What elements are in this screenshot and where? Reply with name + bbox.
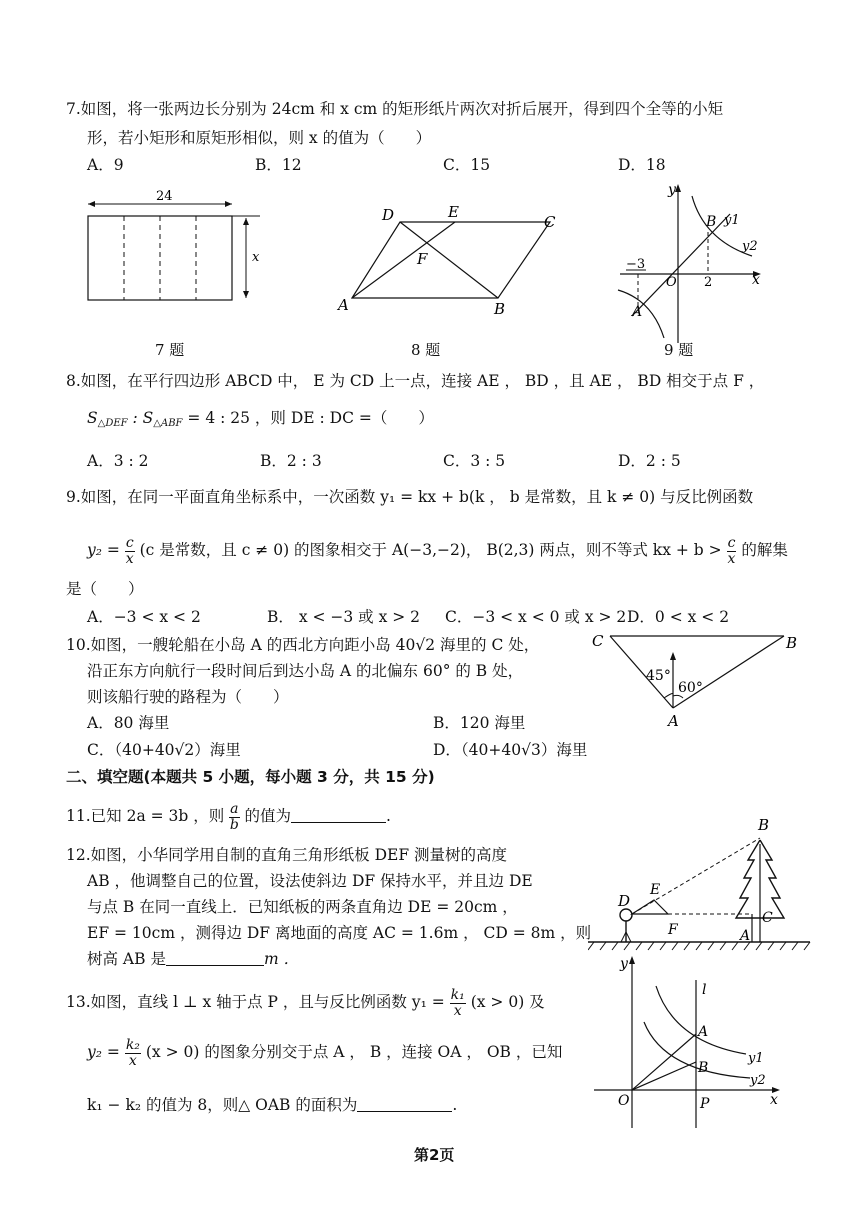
q12-line5 <box>87 950 299 969</box>
q12-line4: EF = 10cm ，测得边 DF 离地面的高度 AC = 1.6m ， CD = 8m ，则 <box>87 924 592 942</box>
fig7-caption: 7 题 <box>155 341 185 359</box>
q13-line3-post: . <box>452 1096 458 1114</box>
fig13-label-l: l <box>702 982 707 998</box>
fig13-label-x: x <box>770 1092 778 1108</box>
q7-option-a: A．9 <box>87 156 124 174</box>
q9-frac2-num: c <box>727 535 736 551</box>
q13-line3 <box>87 1096 457 1115</box>
q9-fraction-c-over-x-2 <box>727 536 737 566</box>
q8-sub-def: △DEF <box>97 418 128 429</box>
fig7-height-label: x <box>252 250 260 265</box>
fig8-label-a: A <box>338 296 349 314</box>
q9-line2-mid: (c 是常数，且 c ≠ 0) 的图象相交于 A(−3,−2)， B(2,3) 两点，则不等式 kx + b > <box>139 541 722 560</box>
q12-line3: 与点 B 在同一直线上．已知纸板的两条直角边 DE = 20cm ， <box>87 898 518 916</box>
fig12-label-b: B <box>758 816 770 834</box>
q9-frac-num: c <box>125 535 134 551</box>
fig8-label-c: C <box>544 213 556 231</box>
fig12-label-c: C <box>762 910 773 926</box>
q10-line2: 沿正东方向航行一段时间后到达小岛 A 的北偏东 60° 的 B 处， <box>87 662 524 680</box>
q7-option-d: D．18 <box>618 156 666 174</box>
q9-line2-post: 的解集 <box>741 541 788 560</box>
q9-frac2-den: x <box>727 550 736 567</box>
q9-option-d: D．0 < x < 2 <box>627 608 730 626</box>
fig8-caption: 8 题 <box>411 341 441 359</box>
q7-line2: 形，若小矩形和原矩形相似，则 x 的值为（ ） <box>87 129 432 147</box>
fig9-caption: 9 题 <box>664 341 694 359</box>
fig9-label-a: A <box>632 304 643 320</box>
fig10-label-b: B <box>786 634 798 652</box>
q12-line1: 12.如图，小华同学用自制的直角三角形纸板 DEF 测量树的高度 <box>66 846 508 864</box>
q9-option-b: B． x < −3 或 x > 2 <box>267 608 421 626</box>
fig8-label-e: E <box>448 203 459 221</box>
q9-line3: 是（ ） <box>66 580 144 598</box>
q11-post: 的值为 <box>244 807 291 826</box>
q13-fraction-k1-over-x <box>450 988 466 1018</box>
fig13-label-o: O <box>618 1093 630 1109</box>
q13-line1-post: (x > 0) 及 <box>470 993 545 1012</box>
q10-line3: 则该船行驶的路程为（ ） <box>87 688 289 706</box>
q13-line1 <box>66 988 545 1018</box>
q10-option-d: D．（40+40√3）海里 <box>433 741 588 759</box>
fig12-label-d: D <box>618 892 631 910</box>
q13-line2-pre: y₂ = <box>87 1043 120 1062</box>
q8-s-symbol-2: : S <box>127 409 154 427</box>
q9-line1: 9.如图，在同一平面直角坐标系中，一次函数 y₁ = kx + b(k ， b 是常数，且 k ≠ 0) 与反比例函数 <box>66 488 754 506</box>
q12-line5-pre: 树高 AB 是 <box>87 950 166 968</box>
q10-option-b: B．120 海里 <box>433 714 526 732</box>
fig8-label-f: F <box>417 250 428 268</box>
page-number: 第2页 <box>414 1146 455 1164</box>
fig9-label-y1: y1 <box>724 213 740 228</box>
fig13-label-p: P <box>700 1096 710 1112</box>
fig13-label-b: B <box>698 1060 709 1076</box>
q9-y2-eq: y₂ = <box>87 541 120 560</box>
q7-option-b: B．12 <box>255 156 302 174</box>
figure-13 <box>594 950 794 1132</box>
q12-line2: AB ，他调整自己的位置，设法使斜边 DF 保持水平，并且边 DE <box>87 872 533 890</box>
q13-line2-post: (x > 0) 的图象分别交于点 A ， B ，连接 OA ， OB ，已知 <box>145 1043 563 1062</box>
q13-line1-pre: 13.如图，直线 l ⊥ x 轴于点 P ，且与反比例函数 y₁ = <box>66 993 445 1012</box>
fig9-label-o: O <box>666 275 677 290</box>
q9-fraction-c-over-x <box>125 536 135 566</box>
fig13-label-y1: y1 <box>748 1051 764 1066</box>
q8-option-b: B．2 : 3 <box>260 452 322 470</box>
q10-option-c: C．（40+40√2）海里 <box>87 741 241 759</box>
q12-line5-post: m ． <box>263 950 300 968</box>
fig9-label-x: x <box>752 272 760 288</box>
q7-option-c: C．15 <box>443 156 491 174</box>
q11-frac-num: a <box>230 801 239 817</box>
fig10-label-c: C <box>592 632 604 650</box>
fig9-label-2: 2 <box>704 275 713 290</box>
q11-answer-blank[interactable] <box>291 808 386 823</box>
q13-fraction-k2-over-x <box>125 1038 141 1068</box>
fig8-label-d: D <box>382 206 395 224</box>
q11-fraction-a-over-b <box>229 802 239 832</box>
fig10-label-60: 60° <box>678 680 703 696</box>
fig12-label-f: F <box>668 922 678 938</box>
q12-answer-blank[interactable] <box>166 951 264 966</box>
q8-s-symbol-1: S <box>87 409 98 427</box>
fig8-label-b: B <box>494 300 506 318</box>
q10-option-a: A．80 海里 <box>87 714 170 732</box>
q11-pre: 11.已知 2a = 3b ，则 <box>66 807 225 826</box>
fig9-label-y: y <box>668 182 676 198</box>
section-2-title: 二、填空题(本题共 5 小题，每小题 3 分，共 15 分) <box>66 768 435 786</box>
q8-option-d: D．2 : 5 <box>618 452 681 470</box>
fig7-width-label: 24 <box>156 189 173 204</box>
q9-option-a: A．−3 < x < 2 <box>87 608 201 626</box>
q9-option-c: C．−3 < x < 0 或 x > 2 <box>445 608 627 626</box>
q13-line3-pre: k₁ − k₂ 的值为 8，则△ OAB 的面积为 <box>87 1096 358 1114</box>
figure-12 <box>588 808 816 954</box>
q11-line <box>66 802 391 832</box>
figure-7 <box>80 182 270 312</box>
fig10-label-45: 45° <box>646 668 671 684</box>
fig9-label-minus3: −3 <box>626 257 646 272</box>
q9-frac-den: x <box>125 550 134 567</box>
fig10-label-a: A <box>668 712 679 730</box>
figure-9 <box>612 178 772 346</box>
q7-line1: 7.如图，将一张两边长分别为 24cm 和 x cm 的矩形纸片两次对折后展开，得到四个全等的小矩 <box>66 100 724 118</box>
q13-frac2-num: k₂ <box>125 1037 140 1053</box>
q13-line2 <box>87 1038 562 1068</box>
q13-frac1-den: x <box>453 1002 462 1019</box>
q8-line2-post: = 4 : 25 ，则 DE : DC =（ ） <box>182 409 434 427</box>
fig9-label-y2: y2 <box>742 239 758 254</box>
q8-option-c: C．3 : 5 <box>443 452 506 470</box>
fig9-label-b: B <box>706 214 717 230</box>
q10-line1: 10.如图，一艘轮船在小岛 A 的西北方向距小岛 40√2 海里的 C 处， <box>66 636 540 654</box>
figure-10 <box>588 626 803 734</box>
q8-option-a: A．3 : 2 <box>87 452 149 470</box>
q8-line1: 8.如图，在平行四边形 ABCD 中， E 为 CD 上一点，连接 AE ， BD ，且 AE ， BD 相交于点 F ， <box>66 372 765 390</box>
q13-frac1-num: k₁ <box>450 987 465 1003</box>
q9-line2 <box>87 536 788 566</box>
fig13-label-y: y <box>620 956 628 972</box>
q11-end: . <box>385 807 391 826</box>
fig12-label-e: E <box>650 882 661 898</box>
fig12-label-a: A <box>740 928 751 944</box>
q8-sub-abf: △ABF <box>153 418 183 429</box>
q13-answer-blank[interactable] <box>357 1097 452 1112</box>
q8-line2 <box>87 409 434 430</box>
figure-8 <box>330 200 570 325</box>
fig13-label-y2: y2 <box>750 1073 766 1088</box>
q11-frac-den: b <box>229 816 239 833</box>
q13-frac2-den: x <box>128 1052 137 1069</box>
fig13-label-a: A <box>698 1024 709 1040</box>
